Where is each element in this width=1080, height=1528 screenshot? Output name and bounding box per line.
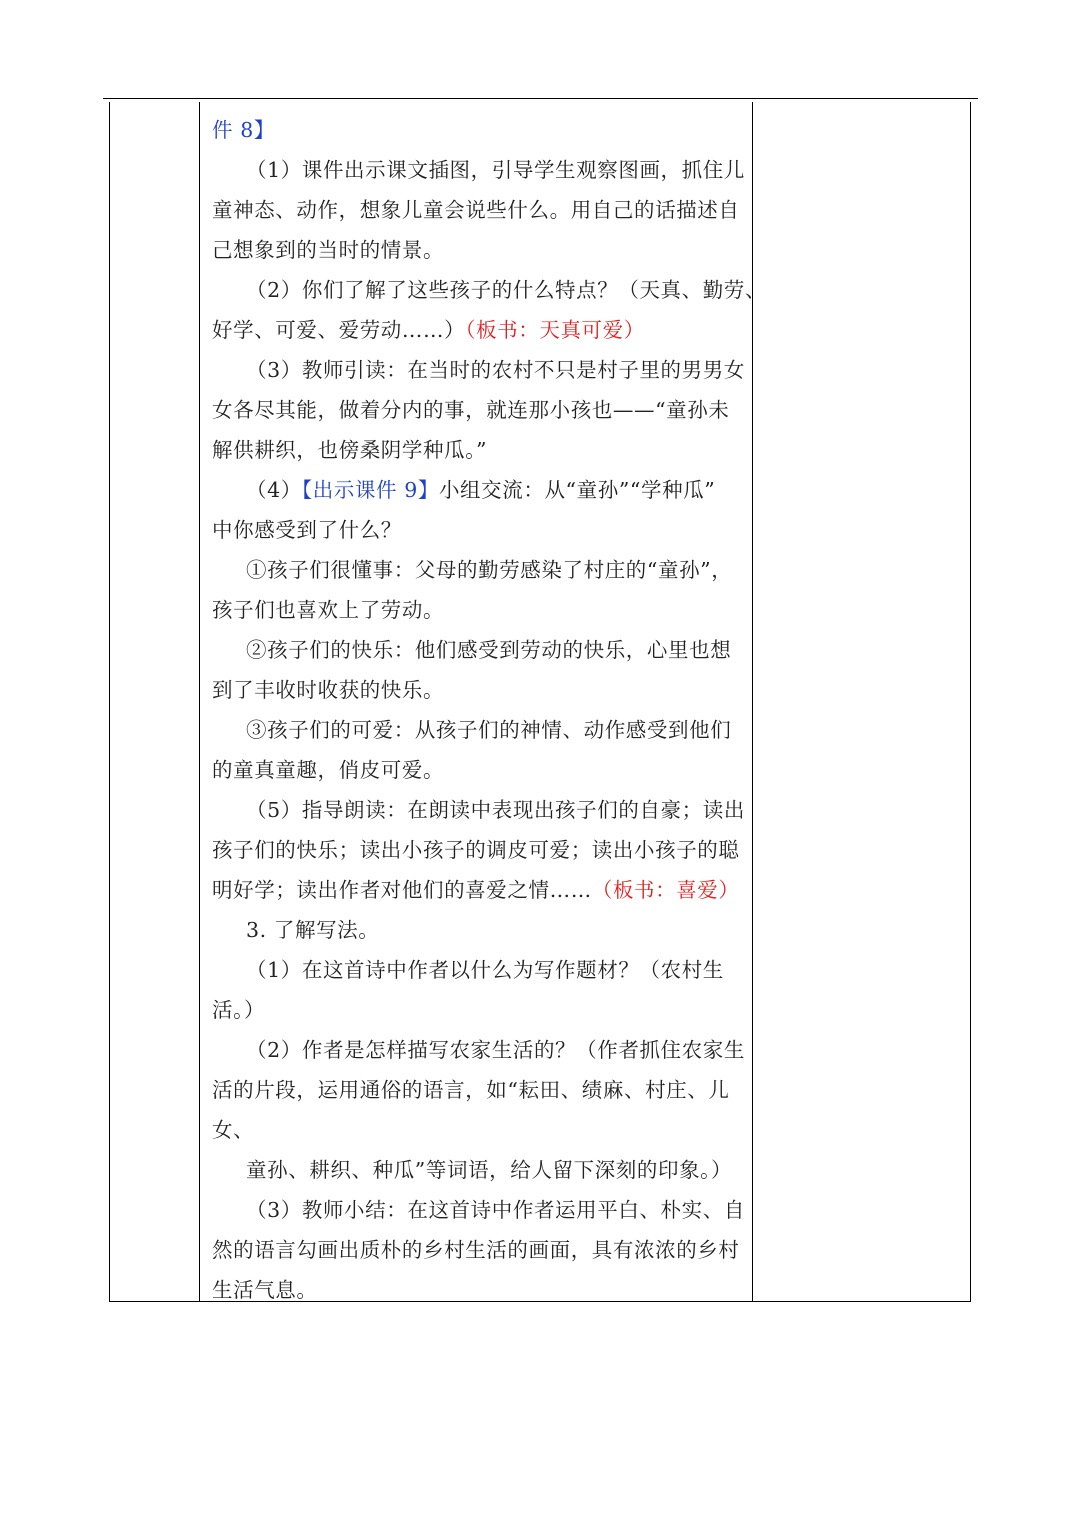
column-divider-left xyxy=(199,102,200,1301)
text-segment: ②孩子们的快乐：他们感受到劳动的快乐，心里也想 xyxy=(246,638,732,662)
content-line xyxy=(212,430,487,470)
text-segment: （1）在这首诗中作者以什么为写作题材？（农村生 xyxy=(246,958,724,982)
text-segment: （2）你们了解了这些孩子的什么特点？（天真、勤劳、 xyxy=(246,278,767,302)
text-segment: （4） xyxy=(246,478,302,502)
text-segment: 活。） xyxy=(212,998,266,1022)
top-rule xyxy=(103,98,978,99)
content-line xyxy=(212,870,740,910)
content-line xyxy=(212,790,745,830)
content-line xyxy=(212,190,740,230)
text-segment: 小组交流：从“童孙”“学种瓜” xyxy=(438,478,716,502)
text-segment: 孩子们也喜欢上了劳动。 xyxy=(212,598,445,622)
content-line xyxy=(212,1030,745,1070)
content-line xyxy=(212,110,275,150)
content-line xyxy=(212,1070,729,1110)
text-segment: 童神态、动作，想象儿童会说些什么。用自己的话描述自 xyxy=(212,198,740,222)
text-segment: 3. 了解写法。 xyxy=(246,918,380,942)
content-line xyxy=(212,510,402,550)
content-line xyxy=(212,390,729,430)
text-segment: ③孩子们的可爱：从孩子们的神情、动作感受到他们 xyxy=(246,718,732,742)
text-segment: 孩子们的快乐；读出小孩子的调皮可爱；读出小孩子的聪 xyxy=(212,838,740,862)
text-segment: 童孙、耕织、种瓜”等词语，给人留下深刻的印象。） xyxy=(246,1158,733,1182)
content-line xyxy=(212,630,731,670)
text-segment: 己想象到的当时的情景。 xyxy=(212,238,445,262)
text-segment: 生活气息。 xyxy=(212,1278,318,1302)
text-segment: ①孩子们很懂事：父母的勤劳感染了村庄的“童孙”， xyxy=(246,558,733,582)
text-segment: 女各尽其能，做着分内的事，就连那小孩也——“童孙未 xyxy=(212,398,730,422)
content-line xyxy=(212,1150,732,1190)
content-line xyxy=(212,1190,745,1230)
text-segment: 明好学；读出作者对他们的喜爱之情…… xyxy=(212,878,592,902)
text-segment: 的童真童趣，俏皮可爱。 xyxy=(212,758,445,782)
content-line xyxy=(212,990,265,1030)
board-note: （板书：喜爱） xyxy=(591,878,740,902)
content-line xyxy=(212,1230,740,1270)
content-line xyxy=(212,1110,254,1150)
text-segment: 解供耕织，也傍桑阴学种瓜。” xyxy=(212,438,488,462)
text-segment: （3）教师引读：在当时的农村不只是村子里的男男女 xyxy=(246,358,745,382)
text-segment: （3）教师小结：在这首诗中作者运用平白、朴实、自 xyxy=(246,1198,745,1222)
content-line xyxy=(212,230,444,270)
courseware-ref: 【出示课件 9】 xyxy=(301,478,439,502)
content-line xyxy=(212,350,745,390)
content-line xyxy=(212,910,379,950)
text-segment: 好学、可爱、爱劳动……） xyxy=(212,318,466,342)
text-segment: 活的片段，运用通俗的语言，如“耘田、绩麻、村庄、儿 xyxy=(212,1078,730,1102)
text-segment: 到了丰收时收获的快乐。 xyxy=(212,678,445,702)
content-line xyxy=(212,270,766,310)
content-line xyxy=(212,750,444,790)
content-line xyxy=(212,150,745,190)
text-segment: 然的语言勾画出质朴的乡村生活的画面，具有浓浓的乡村 xyxy=(212,1238,740,1262)
content-line xyxy=(212,590,444,630)
text-segment: （1）课件出示课文插图，引导学生观察图画，抓住儿 xyxy=(246,158,745,182)
content-line xyxy=(212,710,731,750)
content-line xyxy=(212,1270,318,1310)
lesson-table xyxy=(109,102,971,1302)
content-line xyxy=(212,830,740,870)
text-segment: 女、 xyxy=(212,1118,255,1142)
content-line xyxy=(212,670,444,710)
content-line xyxy=(212,950,724,990)
content-line xyxy=(212,550,732,590)
content-line xyxy=(212,310,645,350)
board-note: （板书：天真可爱） xyxy=(465,318,645,342)
content-line xyxy=(212,470,715,510)
text-segment: （5）指导朗读：在朗读中表现出孩子们的自豪；读出 xyxy=(246,798,745,822)
courseware-ref: 件 8】 xyxy=(212,118,275,142)
text-segment: （2）作者是怎样描写农家生活的？（作者抓住农家生 xyxy=(246,1038,745,1062)
text-segment: 中你感受到了什么？ xyxy=(212,518,402,542)
